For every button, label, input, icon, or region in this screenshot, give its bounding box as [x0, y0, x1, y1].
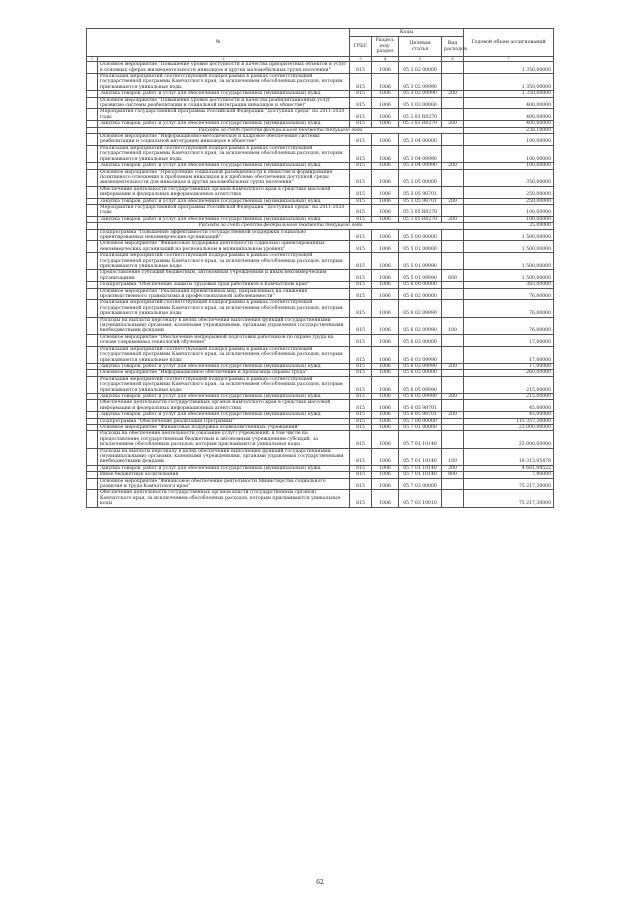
table-row [87, 169, 554, 186]
row-name: Закупка товаров, работ и услуг для обеспечения государственных (муниципальных) нужд [98, 412, 350, 418]
row-grbs: 815 [350, 317, 372, 334]
row-target-item: 05 6 02 09990 [399, 317, 442, 334]
row-section: 1006 [372, 282, 399, 288]
row-number-cell [87, 204, 98, 216]
row-number-cell [87, 62, 98, 74]
row-number-cell [87, 490, 98, 507]
row-section: 1006 [372, 204, 399, 216]
row-amount: 76,00000 [464, 288, 554, 300]
row-name: Расходы на обеспечение деятельности (оказание услуг) учреждений, в том числе на предоставление государственным бюджетным и автономным учреждениям субсидий, за исключением обособленных расходов, которым присваиваются уникальные коды [98, 431, 350, 448]
row-number-cell [87, 334, 98, 346]
row-section: 1006 [372, 62, 399, 74]
table-row [87, 317, 554, 334]
row-target-item: 05 3 04 09990 [399, 145, 442, 162]
row-expense-type [442, 97, 464, 109]
row-section: 1006 [372, 478, 399, 490]
row-section: 1006 [372, 412, 399, 418]
row-grbs: 815 [350, 241, 372, 253]
row-grbs: 815 [350, 418, 372, 424]
row-name: Основное мероприятие "Реализация превентивных мер, направленных на снижение производственного травматизма и профессиональной заболеваемости" [98, 288, 350, 300]
row-section: 1006 [372, 431, 399, 448]
row-amount: 23 000,00000 [464, 431, 554, 448]
row-section: 1006 [372, 334, 399, 346]
row-name: Предоставление субсидий бюджетным, автономным учреждениям и иным некоммерческим организациям [98, 270, 350, 282]
row-name: Закупка товаров, работ и услуг для обеспечения государственных (муниципальных) нужд [98, 393, 350, 399]
row-amount: 100,00000 [464, 145, 554, 162]
table-row [87, 448, 554, 465]
row-expense-type: 200 [442, 393, 464, 399]
row-name: Обеспечение деятельности государственных органов Камчатского края в средствах массовой информации и федеральных информационных агентствах [98, 186, 350, 198]
row-expense-type [442, 134, 464, 146]
column-number: 1 [87, 57, 98, 62]
row-amount: 100,00000 [464, 216, 554, 222]
row-section: 1006 [372, 393, 399, 399]
row-grbs: 815 [350, 204, 372, 216]
row-expense-type [442, 346, 464, 363]
table-row [87, 270, 554, 282]
row-grbs: 815 [350, 393, 372, 399]
row-section: 1006 [372, 198, 399, 204]
row-expense-type [442, 109, 464, 121]
row-expense-type [442, 186, 464, 198]
row-number-cell [87, 97, 98, 109]
row-number-cell [87, 448, 98, 465]
row-grbs: 815 [350, 465, 372, 471]
row-amount: 250,00000 [464, 186, 554, 198]
row-expense-type [442, 74, 464, 91]
table-header [87, 29, 554, 62]
row-name: Основное мероприятие "Обеспечение непрерывной подготовки работников по охране труда на основе современных технологий обучения" [98, 334, 350, 346]
row-expense-type: 600 [442, 270, 464, 282]
row-name: Закупка товаров, работ и услуг для обеспечения государственных (муниципальных) нужд [98, 216, 350, 222]
row-expense-type: 200 [442, 465, 464, 471]
column-number: 6 [442, 57, 464, 62]
row-grbs: 815 [350, 163, 372, 169]
row-target-item: 05 7 01 00000 [399, 424, 442, 430]
table-row [87, 431, 554, 448]
row-note: Расходы за счет средств федерального бюджета текущего года [98, 223, 464, 229]
row-grbs: 815 [350, 363, 372, 369]
row-grbs: 815 [350, 134, 372, 146]
table-row [87, 109, 554, 121]
row-target-item: 05 5 00 00000 [399, 229, 442, 241]
row-amount: 100,00000 [464, 204, 554, 216]
row-grbs: 815 [350, 448, 372, 465]
row-name: Основное мероприятие "Преодоление социальной разобщенности в обществе и формирование позитивного отношения к проблемам инвалидов и к проблеме обеспечения доступной среды жизнедеятельности для инвалидов и других маломобильных групп населения" [98, 169, 350, 186]
header-codes: Коды [350, 29, 464, 37]
row-number-cell [87, 346, 98, 363]
row-section: 1006 [372, 418, 399, 424]
row-name: Закупка товаров, работ и услуг для обеспечения государственных (муниципальных) нужд [98, 465, 350, 471]
row-number-cell [87, 300, 98, 317]
row-expense-type [442, 62, 464, 74]
row-number-cell [87, 253, 98, 270]
row-target-item: 05 6 03 00000 [399, 334, 442, 346]
row-amount: 17,00000 [464, 363, 554, 369]
row-target-item: 05 3 03 R0270 [399, 109, 442, 121]
row-number-cell [87, 109, 98, 121]
row-section: 1006 [372, 229, 399, 241]
row-section: 1006 [372, 376, 399, 393]
row-number-cell [87, 169, 98, 186]
row-number-cell [87, 241, 98, 253]
row-section: 1006 [372, 97, 399, 109]
row-expense-type: 200 [442, 216, 464, 222]
table-row [87, 145, 554, 162]
row-number-cell [87, 376, 98, 393]
row-target-item: 05 3 02 09990 [399, 91, 442, 97]
header-expense-type: Вид расходов [442, 37, 464, 57]
row-amount: 76,00000 [464, 300, 554, 317]
row-expense-type: 200 [442, 121, 464, 127]
row-section: 1006 [372, 370, 399, 376]
row-number-cell [87, 145, 98, 162]
row-name: Подпрограмма "Повышение эффективности государственной поддержки социально ориентированных некоммерческих организаций" [98, 229, 350, 241]
row-target-item: 05 7 03 00000 [399, 478, 442, 490]
row-amount: 115 357,30000 [464, 418, 554, 424]
row-grbs: 815 [350, 91, 372, 97]
row-amount: 238,10000 [464, 127, 554, 133]
row-section: 1006 [372, 134, 399, 146]
row-grbs: 815 [350, 186, 372, 198]
row-name: Реализация мероприятий соответствующей подпрограммы в рамках соответствующей государственной программы Камчатского края, за исключением обособленных расходов, которым присваиваются уникальные коды [98, 253, 350, 270]
row-expense-type [442, 145, 464, 162]
row-target-item: 05 6 03 09990 [399, 346, 442, 363]
row-target-item: 05 7 01 10140 [399, 448, 442, 465]
row-grbs: 815 [350, 62, 372, 74]
row-section: 1006 [372, 448, 399, 465]
column-number: 4 [372, 57, 399, 62]
row-name: Иные бюджетные ассигнования [98, 472, 350, 478]
row-name: Подпрограмма "Обеспечение реализации Программы" [98, 418, 350, 424]
row-amount: 35,09000 [464, 223, 554, 229]
header-target-item: Целевая статья [399, 37, 442, 57]
row-name: Основное мероприятие "Финансовая поддержка подведомственных учреждений" [98, 424, 350, 430]
row-section: 1006 [372, 186, 399, 198]
row-target-item: 05 6 03 09990 [399, 363, 442, 369]
row-name: Реализация мероприятий соответствующей подпрограммы в рамках соответствующей государственной программы Камчатского края, за исключением обособленных расходов, которым присваиваются уникальные коды [98, 74, 350, 91]
row-name: Реализация мероприятий соответствующей подпрограммы в рамках соответствующей государственной программы Камчатского края, за исключением обособленных расходов, которым присваиваются уникальные коды [98, 376, 350, 393]
row-target-item: 05 7 00 00000 [399, 418, 442, 424]
row-name: Основное мероприятие "Повышение уровня доступности и качества приоритетных объектов и услуг в основных сферах жизнедеятельности инвалидов и других маломобильных групп населения" [98, 62, 350, 74]
table-row [87, 62, 554, 74]
row-grbs: 815 [350, 346, 372, 363]
row-grbs: 815 [350, 334, 372, 346]
row-section: 1006 [372, 253, 399, 270]
row-name: Закупка товаров, работ и услуг для обеспечения государственных (муниципальных) нужд [98, 121, 350, 127]
row-grbs: 815 [350, 282, 372, 288]
row-number-cell [87, 400, 98, 412]
row-name: Расходы на выплаты персоналу в целях обеспечения выполнения функций государственными (муниципальными) органами, казенными учреждениями, органами управления государственными внебюджетными фондами [98, 317, 350, 334]
row-amount: 215,00000 [464, 376, 554, 393]
table-row [87, 334, 554, 346]
row-target-item: 05 3 03 00000 [399, 97, 442, 109]
row-target-item: 05 7 01 10140 [399, 465, 442, 471]
header-number: № [87, 29, 350, 57]
row-target-item: 05 6 02 09990 [399, 300, 442, 317]
row-section: 1006 [372, 346, 399, 363]
row-name: Реализация мероприятий соответствующей подпрограммы в рамках соответствующей государственной программы Камчатского края, за исключением обособленных расходов, которым присваиваются уникальные коды [98, 300, 350, 317]
budget-table [86, 28, 554, 508]
row-target-item: 05 6 05 00000 [399, 370, 442, 376]
row-grbs: 815 [350, 478, 372, 490]
row-name: Закупка товаров, работ и услуг для обеспечения государственных (муниципальных) нужд [98, 363, 350, 369]
row-amount: 76,00000 [464, 317, 554, 334]
row-amount: 383,00000 [464, 282, 554, 288]
row-name: Закупка товаров, работ и услуг для обеспечения государственных (муниципальных) нужд [98, 91, 350, 97]
row-expense-type: 200 [442, 163, 464, 169]
row-number-cell [87, 431, 98, 448]
row-target-item: 05 3 02 00000 [399, 62, 442, 74]
row-number-cell [87, 270, 98, 282]
column-number: 2 [98, 57, 350, 62]
row-expense-type [442, 169, 464, 186]
row-amount: 260,00000 [464, 370, 554, 376]
row-target-item: 05 6 05 98701 [399, 412, 442, 418]
row-grbs: 815 [350, 97, 372, 109]
row-amount: 23 000,00000 [464, 424, 554, 430]
row-expense-type [442, 241, 464, 253]
row-expense-type: 200 [442, 198, 464, 204]
row-section: 1006 [372, 288, 399, 300]
row-target-item: 05 6 00 00000 [399, 282, 442, 288]
row-target-item: 05 3 03 R0270 [399, 121, 442, 127]
row-name: Обеспечение деятельности государственных органов власти (государственных органов) Камчатского края, за исключением обособленных расходов, которым присваиваются уникальные коды [98, 490, 350, 507]
row-grbs: 815 [350, 300, 372, 317]
row-amount: 75 217,30000 [464, 478, 554, 490]
row-name: Основное мероприятие "Повышение уровня доступности и качества реабилитационных услуг (развитие системы реабилитации и социальной интеграции инвалидов и обществе)" [98, 97, 350, 109]
row-amount: 1 350,00000 [464, 62, 554, 74]
table-row [87, 134, 554, 146]
column-number: 7 [464, 57, 554, 62]
row-grbs: 815 [350, 472, 372, 478]
row-amount: 18 313,05478 [464, 448, 554, 465]
table-row [87, 400, 554, 412]
row-target-item: 05 5 01 00000 [399, 241, 442, 253]
table-row [87, 300, 554, 317]
header-section: Раздел, под-раздел [372, 37, 399, 57]
table-body [87, 62, 554, 507]
row-grbs: 815 [350, 145, 372, 162]
table-row [87, 346, 554, 363]
row-grbs: 815 [350, 216, 372, 222]
row-expense-type [442, 229, 464, 241]
row-amount: 350,00000 [464, 169, 554, 186]
row-note: Расходы за счет средств федерального бюджета текущего года [98, 127, 464, 133]
header-grbs: ГРБС [350, 37, 372, 57]
row-expense-type: 200 [442, 91, 464, 97]
row-section: 1006 [372, 169, 399, 186]
row-section: 1006 [372, 400, 399, 412]
row-number-cell [87, 186, 98, 198]
row-amount: 100,00000 [464, 134, 554, 146]
row-section: 1006 [372, 216, 399, 222]
page-number: 62 [316, 879, 324, 886]
row-amount: 1 350,00000 [464, 74, 554, 91]
row-amount: 400,00000 [464, 121, 554, 127]
row-name: Основное мероприятие "Финансовое обеспечение деятельности Министерства социального развития и труда Камчатского края" [98, 478, 350, 490]
row-name: Обеспечение деятельности государственных органов Камчатского края в средствах массовой информации и федеральных информационных агентствах [98, 400, 350, 412]
row-target-item: 05 6 05 09990 [399, 393, 442, 399]
row-name: Основное мероприятие "Информационное обеспечение и пропаганда охраны труда" [98, 370, 350, 376]
row-target-item: 05 3 02 09990 [399, 74, 442, 91]
table-row [87, 376, 554, 393]
row-target-item: 05 3 05 98701 [399, 198, 442, 204]
row-number-cell [87, 478, 98, 490]
row-expense-type [442, 334, 464, 346]
row-grbs: 815 [350, 400, 372, 412]
row-target-item: 05 7 03 10010 [399, 490, 442, 507]
row-grbs: 815 [350, 431, 372, 448]
row-target-item: 05 3 04 09990 [399, 163, 442, 169]
column-number: 5 [399, 57, 442, 62]
table-row [87, 229, 554, 241]
row-expense-type [442, 400, 464, 412]
table-row [87, 478, 554, 490]
row-name: Расходы на выплаты персоналу в целях обеспечения выполнения функций государственными (муниципальными) органами, казенными учреждениями, органами управления государственными внебюджетными фондами [98, 448, 350, 465]
row-section: 1006 [372, 145, 399, 162]
table-row [87, 74, 554, 91]
row-grbs: 815 [350, 370, 372, 376]
row-amount: 45,00000 [464, 400, 554, 412]
row-amount: 1 500,00000 [464, 270, 554, 282]
row-target-item: 05 6 05 98701 [399, 400, 442, 412]
row-amount: 215,00000 [464, 393, 554, 399]
row-number-cell [87, 317, 98, 334]
column-number: 3 [350, 57, 372, 62]
row-amount: 100,00000 [464, 163, 554, 169]
row-name: Мероприятия государственной программы Российской Федерации "Доступная среда" на 2011-2020 годы [98, 109, 350, 121]
row-grbs: 815 [350, 229, 372, 241]
row-section: 1006 [372, 465, 399, 471]
row-amount: 75 217,30000 [464, 490, 554, 507]
row-grbs: 815 [350, 109, 372, 121]
row-amount: 400,00000 [464, 97, 554, 109]
row-number-cell [87, 288, 98, 300]
row-grbs: 815 [350, 288, 372, 300]
row-target-item: 05 6 05 09990 [399, 376, 442, 393]
row-section: 1006 [372, 109, 399, 121]
row-target-item: 05 7 01 10140 [399, 472, 442, 478]
row-section: 1006 [372, 300, 399, 317]
row-section: 1006 [372, 241, 399, 253]
row-name: Закупка товаров, работ и услуг для обеспечения государственных (муниципальных) нужд [98, 163, 350, 169]
row-grbs: 815 [350, 169, 372, 186]
table-row [87, 186, 554, 198]
row-grbs: 815 [350, 253, 372, 270]
row-name: Основное мероприятие "Финансовая поддержка деятельности социально ориентированных некоммерческих организаций на региональном и муниципальном уровнях" [98, 241, 350, 253]
row-target-item: 05 7 01 10140 [399, 431, 442, 448]
row-section: 1006 [372, 472, 399, 478]
row-expense-type [442, 288, 464, 300]
row-expense-type: 200 [442, 363, 464, 369]
row-expense-type: 800 [442, 472, 464, 478]
row-name: Реализация мероприятий соответствующей подпрограммы в рамках соответствующей государственной программы Камчатского края, за исключением обособленных расходов, которым присваиваются уникальные коды [98, 346, 350, 363]
row-amount: 1 500,00000 [464, 253, 554, 270]
row-expense-type: 100 [442, 448, 464, 465]
row-grbs: 815 [350, 412, 372, 418]
row-amount: 1 500,00000 [464, 241, 554, 253]
row-target-item: 05 3 04 00000 [399, 134, 442, 146]
row-name: Основное мероприятие "Информационно-методическое и кадровое обеспечение системы реабилитации и социальной интеграции инвалидов в обществе" [98, 134, 350, 146]
row-target-item: 05 5 01 09990 [399, 270, 442, 282]
table-row [87, 204, 554, 216]
table-row [87, 253, 554, 270]
header-annual-volume: Годовой объем ассигнований [464, 29, 554, 57]
row-amount: 45,00000 [464, 412, 554, 418]
row-amount: 250,00000 [464, 198, 554, 204]
row-expense-type [442, 300, 464, 317]
row-section: 1006 [372, 424, 399, 430]
row-expense-type [442, 478, 464, 490]
row-grbs: 815 [350, 376, 372, 393]
row-section: 1006 [372, 121, 399, 127]
row-amount: 400,00000 [464, 109, 554, 121]
row-amount: 1 500,00000 [464, 229, 554, 241]
row-expense-type [442, 204, 464, 216]
row-section: 1006 [372, 317, 399, 334]
row-target-item: 05 3 05 R0270 [399, 204, 442, 216]
row-target-item: 05 3 05 00000 [399, 169, 442, 186]
row-amount: 17,00000 [464, 334, 554, 346]
row-section: 1006 [372, 74, 399, 91]
row-target-item: 05 5 01 09990 [399, 253, 442, 270]
table-row [87, 288, 554, 300]
row-amount: 4 681,04522 [464, 465, 554, 471]
row-grbs: 815 [350, 490, 372, 507]
row-name: Реализация мероприятий соответствующей подпрограммы в рамках соответствующей государственной программы Камчатского края, за исключением обособленных расходов, которым присваиваются уникальные коды [98, 145, 350, 162]
row-grbs: 815 [350, 270, 372, 282]
row-number-cell [87, 74, 98, 91]
row-expense-type [442, 431, 464, 448]
row-grbs: 815 [350, 74, 372, 91]
row-name: Подпрограмма "Обеспечение защиты трудовых прав работников в Камчатском крае" [98, 282, 350, 288]
row-target-item: 05 3 05 98701 [399, 186, 442, 198]
row-expense-type [442, 376, 464, 393]
row-number-cell [87, 229, 98, 241]
row-amount: 1 350,00000 [464, 91, 554, 97]
row-section: 1006 [372, 163, 399, 169]
row-section: 1006 [372, 91, 399, 97]
row-target-item: 05 3 05 R0270 [399, 216, 442, 222]
table-row [87, 490, 554, 507]
row-amount: 17,00000 [464, 346, 554, 363]
row-section: 1006 [372, 270, 399, 282]
row-name: Закупка товаров, работ и услуг для обеспечения государственных (муниципальных) нужд [98, 198, 350, 204]
row-expense-type: 200 [442, 412, 464, 418]
row-expense-type [442, 253, 464, 270]
row-number-cell [87, 134, 98, 146]
row-target-item: 05 6 02 00000 [399, 288, 442, 300]
row-grbs: 815 [350, 198, 372, 204]
row-grbs: 815 [350, 121, 372, 127]
row-amount: 7,90000 [464, 472, 554, 478]
row-grbs: 815 [350, 424, 372, 430]
row-expense-type: 100 [442, 317, 464, 334]
row-section: 1006 [372, 363, 399, 369]
row-name: Мероприятия государственной программы Российской Федерации "Доступная среда" на 2011-2020 годы [98, 204, 350, 216]
table-row [87, 97, 554, 109]
row-section: 1006 [372, 490, 399, 507]
table-row [87, 241, 554, 253]
row-expense-type [442, 490, 464, 507]
